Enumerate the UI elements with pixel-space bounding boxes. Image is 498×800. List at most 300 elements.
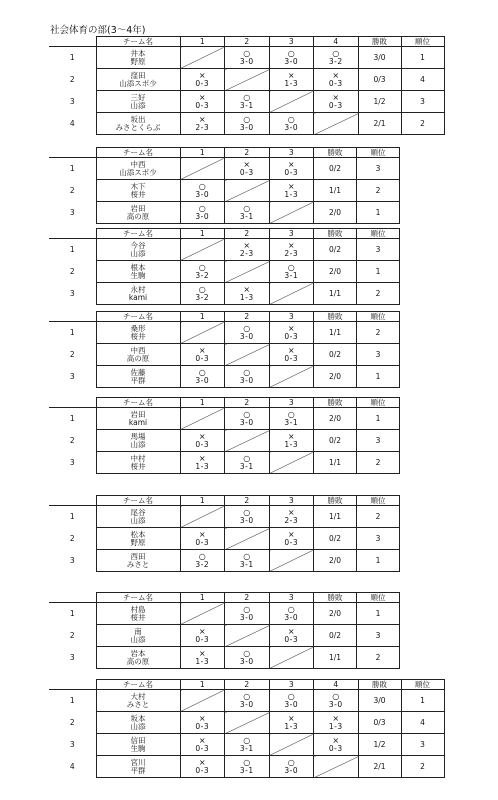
match-result-cell: [269, 690, 314, 712]
self-match-diagonal: [269, 366, 314, 388]
win-loss-record: 1/2: [358, 734, 401, 756]
header-opponent: 3: [269, 680, 314, 690]
self-match-diagonal: [180, 506, 225, 528]
seed-number: 4: [49, 113, 96, 135]
table-row: [49, 408, 400, 430]
win-mark: ○: [243, 410, 251, 419]
table-row: [49, 452, 400, 474]
header-rank: 順位: [357, 398, 400, 408]
loss-mark: ×: [198, 530, 206, 539]
match-score: 2-3: [239, 249, 254, 258]
table-row: [49, 712, 444, 734]
seed-number: 1: [49, 506, 96, 528]
header-opponent: 2: [225, 229, 270, 239]
match-result-cell: [180, 647, 225, 669]
player-name: 信田: [130, 735, 146, 745]
match-score: 1-3: [284, 722, 299, 731]
match-result-cell: [225, 603, 270, 625]
final-rank: 3: [357, 430, 400, 452]
player-name: 馬場: [130, 431, 146, 441]
match-score: 3-0: [284, 766, 299, 775]
league-table: [49, 495, 400, 572]
match-result-cell: [180, 69, 225, 91]
match-result-cell: [269, 408, 314, 430]
match-result-cell: [225, 690, 270, 712]
match-result-cell: [180, 528, 225, 550]
player-name: 中西: [130, 159, 146, 169]
player-name: 平群: [130, 375, 146, 385]
table-row: [49, 647, 400, 669]
win-mark: ○: [287, 115, 295, 124]
player-name: 平群: [130, 765, 146, 775]
win-mark: ○: [287, 410, 295, 419]
seed-number: 2: [49, 180, 96, 202]
match-score: 3-1: [239, 560, 254, 569]
self-match-diagonal: [225, 712, 270, 734]
match-score: 0-3: [284, 354, 299, 363]
player-name: 佐藤: [130, 367, 146, 377]
league-table: [49, 592, 400, 669]
header-team: チーム名: [96, 496, 180, 506]
match-score: 0-3: [195, 635, 210, 644]
match-result-cell: [225, 47, 270, 69]
header-row: [49, 593, 400, 603]
match-score: 0-3: [195, 766, 210, 775]
final-rank: 4: [401, 69, 444, 91]
loss-mark: ×: [198, 649, 206, 658]
team-name-cell: [96, 647, 180, 669]
team-name-cell: [96, 528, 180, 550]
player-name: 桑形: [130, 323, 146, 333]
player-name: kami: [128, 292, 148, 302]
win-loss-record: 2/0: [314, 603, 357, 625]
team-name-cell: [96, 734, 180, 756]
match-score: 2-3: [284, 516, 299, 525]
loss-mark: ×: [287, 714, 295, 723]
match-score: 1-3: [284, 440, 299, 449]
match-score: 3-0: [239, 376, 254, 385]
self-match-diagonal: [269, 734, 314, 756]
win-mark: ○: [243, 736, 251, 745]
header-opponent: 2: [225, 398, 270, 408]
win-loss-record: 1/1: [314, 506, 357, 528]
self-match-diagonal: [269, 647, 314, 669]
header-team: チーム名: [96, 229, 180, 239]
table-row: [49, 261, 400, 283]
header-record: 勝敗: [358, 680, 401, 690]
match-result-cell: [225, 322, 270, 344]
header-record: 勝敗: [358, 37, 401, 47]
table-row: [49, 430, 400, 452]
match-result-cell: [225, 506, 270, 528]
seed-number: 3: [49, 734, 96, 756]
team-name-cell: [96, 261, 180, 283]
seed-number: 2: [49, 528, 96, 550]
match-result-cell: [225, 756, 270, 778]
match-score: 0-3: [328, 101, 343, 110]
team-name-cell: [96, 322, 180, 344]
loss-mark: ×: [198, 758, 206, 767]
seed-number: 1: [49, 158, 96, 180]
self-match-diagonal: [314, 756, 359, 778]
header-record: 勝敗: [314, 593, 357, 603]
header-opponent: 2: [225, 496, 270, 506]
player-name: みさと: [126, 699, 150, 709]
team-name-cell: [96, 603, 180, 625]
loss-mark: ×: [198, 115, 206, 124]
player-name: 野原: [130, 56, 146, 66]
loss-mark: ×: [198, 454, 206, 463]
seed-number: 1: [49, 239, 96, 261]
win-mark: ○: [287, 605, 295, 614]
match-result-cell: [180, 712, 225, 734]
match-score: 0-3: [284, 635, 299, 644]
final-rank: 2: [357, 647, 400, 669]
league-table: [49, 311, 400, 388]
header-record: 勝敗: [314, 229, 357, 239]
match-result-cell: [269, 430, 314, 452]
player-name: 坂本: [130, 713, 146, 723]
match-result-cell: [269, 756, 314, 778]
player-name: 大村: [130, 691, 146, 701]
loss-mark: ×: [287, 432, 295, 441]
win-loss-record: 3/0: [358, 690, 401, 712]
player-name: 坂出: [130, 114, 146, 124]
win-loss-record: 0/3: [358, 69, 401, 91]
match-result-cell: [180, 91, 225, 113]
win-mark: ○: [243, 605, 251, 614]
player-name: 山添: [130, 248, 146, 258]
player-name: 岩田: [130, 203, 146, 213]
final-rank: 1: [357, 261, 400, 283]
header-rank: 順位: [401, 680, 444, 690]
win-loss-record: 0/2: [314, 528, 357, 550]
match-result-cell: [180, 430, 225, 452]
header-team: チーム名: [96, 37, 180, 47]
win-mark: ○: [198, 204, 206, 213]
header-opponent: 2: [225, 593, 270, 603]
header-opponent: 1: [180, 398, 225, 408]
table-row: [49, 202, 400, 224]
match-result-cell: [269, 180, 314, 202]
win-mark: ○: [243, 552, 251, 561]
win-loss-record: 1/1: [314, 452, 357, 474]
match-result-cell: [180, 366, 225, 388]
player-name: 山添スポ少: [119, 78, 157, 88]
header-opponent: 2: [225, 148, 270, 158]
match-result-cell: [180, 180, 225, 202]
win-loss-record: 0/3: [358, 712, 401, 734]
player-name: 根本: [130, 262, 146, 272]
header-opponent: 3: [269, 593, 314, 603]
final-rank: 1: [357, 202, 400, 224]
header-opponent: 3: [269, 312, 314, 322]
match-result-cell: [269, 712, 314, 734]
header-opponent: 3: [269, 148, 314, 158]
self-match-diagonal: [269, 550, 314, 572]
match-result-cell: [314, 91, 359, 113]
match-score: 3-0: [239, 613, 254, 622]
self-match-diagonal: [225, 430, 270, 452]
seed-number: 1: [49, 47, 96, 69]
header-opponent: 1: [180, 312, 225, 322]
team-name-cell: [96, 366, 180, 388]
player-name: 岩本: [130, 648, 146, 658]
match-score: 3-0: [239, 123, 254, 132]
self-match-diagonal: [269, 283, 314, 305]
self-match-diagonal: [314, 113, 359, 135]
match-score: 0-3: [195, 538, 210, 547]
match-result-cell: [225, 239, 270, 261]
player-name: kami: [128, 417, 148, 427]
team-name-cell: [96, 113, 180, 135]
header-opponent: 2: [225, 680, 270, 690]
league-table: [49, 397, 400, 474]
player-name: 山添: [130, 634, 146, 644]
loss-mark: ×: [198, 71, 206, 80]
match-score: 3-0: [195, 212, 210, 221]
player-name: 野原: [130, 537, 146, 547]
player-name: 高の原: [126, 656, 150, 666]
team-name-cell: [96, 91, 180, 113]
self-match-diagonal: [180, 47, 225, 69]
header-opponent: 3: [269, 229, 314, 239]
seed-number: 1: [49, 690, 96, 712]
match-score: 3-0: [239, 332, 254, 341]
header-record: 勝敗: [314, 312, 357, 322]
seed-number: 2: [49, 712, 96, 734]
match-score: 0-3: [195, 744, 210, 753]
match-score: 0-3: [328, 79, 343, 88]
player-name: 山添: [130, 439, 146, 449]
team-name-cell: [96, 408, 180, 430]
seed-number: 2: [49, 430, 96, 452]
win-mark: ○: [243, 758, 251, 767]
final-rank: 2: [357, 283, 400, 305]
header-opponent: 2: [225, 37, 270, 47]
win-mark: ○: [198, 263, 206, 272]
loss-mark: ×: [198, 714, 206, 723]
league-table: [49, 36, 445, 135]
player-name: 宮川: [130, 757, 146, 767]
win-loss-record: 2/0: [314, 550, 357, 572]
seed-number: 4: [49, 756, 96, 778]
win-mark: ○: [243, 324, 251, 333]
table-row: [49, 283, 400, 305]
win-mark: ○: [287, 758, 295, 767]
player-name: 中村: [130, 453, 146, 463]
win-mark: ○: [198, 182, 206, 191]
league-table: [49, 147, 400, 224]
final-rank: 3: [357, 158, 400, 180]
header-corner: [49, 680, 96, 690]
table-row: [49, 158, 400, 180]
final-rank: 1: [401, 690, 444, 712]
match-score: 2-3: [195, 123, 210, 132]
match-result-cell: [269, 47, 314, 69]
loss-mark: ×: [332, 714, 340, 723]
match-score: 0-3: [284, 168, 299, 177]
match-result-cell: [314, 690, 359, 712]
match-score: 3-0: [195, 190, 210, 199]
match-result-cell: [314, 712, 359, 734]
header-corner: [49, 593, 96, 603]
win-loss-record: 1/1: [314, 180, 357, 202]
header-record: 勝敗: [314, 496, 357, 506]
player-name: 永村: [130, 284, 146, 294]
match-score: 3-2: [195, 271, 210, 280]
final-rank: 3: [357, 239, 400, 261]
header-row: [49, 148, 400, 158]
header-row: [49, 496, 400, 506]
match-score: 3-1: [239, 101, 254, 110]
seed-number: 3: [49, 366, 96, 388]
match-result-cell: [225, 550, 270, 572]
match-score: 0-3: [284, 538, 299, 547]
final-rank: 4: [401, 712, 444, 734]
match-result-cell: [269, 528, 314, 550]
team-name-cell: [96, 283, 180, 305]
header-row: [49, 37, 444, 47]
player-name: 南: [134, 626, 142, 636]
team-name-cell: [96, 344, 180, 366]
win-loss-record: 1/1: [314, 647, 357, 669]
header-opponent: 1: [180, 37, 225, 47]
match-result-cell: [180, 625, 225, 647]
final-rank: 3: [401, 91, 444, 113]
match-score: 3-2: [195, 293, 210, 302]
seed-number: 1: [49, 603, 96, 625]
header-rank: 順位: [357, 312, 400, 322]
seed-number: 3: [49, 647, 96, 669]
final-rank: 3: [357, 344, 400, 366]
table-row: [49, 91, 444, 113]
player-name: 高の原: [126, 353, 150, 363]
match-result-cell: [225, 91, 270, 113]
header-opponent: 4: [314, 680, 359, 690]
table-row: [49, 550, 400, 572]
page-heading: 社会体育の部(3～4年): [50, 25, 146, 36]
match-result-cell: [314, 47, 359, 69]
seed-number: 3: [49, 91, 96, 113]
loss-mark: ×: [332, 93, 340, 102]
header-team: チーム名: [96, 312, 180, 322]
win-mark: ○: [243, 204, 251, 213]
self-match-diagonal: [180, 603, 225, 625]
player-name: 西田: [130, 551, 146, 561]
table-row: [49, 69, 444, 91]
header-opponent: 1: [180, 680, 225, 690]
loss-mark: ×: [243, 285, 251, 294]
table-row: [49, 528, 400, 550]
match-result-cell: [269, 113, 314, 135]
match-score: 3-0: [239, 516, 254, 525]
match-score: 3-2: [328, 57, 343, 66]
match-score: 3-0: [239, 418, 254, 427]
win-mark: ○: [243, 93, 251, 102]
final-rank: 2: [357, 452, 400, 474]
loss-mark: ×: [332, 736, 340, 745]
win-mark: ○: [243, 368, 251, 377]
team-name-cell: [96, 452, 180, 474]
match-score: 3-1: [284, 418, 299, 427]
team-name-cell: [96, 180, 180, 202]
self-match-diagonal: [225, 180, 270, 202]
player-name: みさと: [126, 559, 150, 569]
match-score: 3-0: [284, 57, 299, 66]
match-score: 3-0: [239, 700, 254, 709]
player-name: 生駒: [130, 270, 146, 280]
player-name: 桜井: [130, 189, 146, 199]
team-name-cell: [96, 756, 180, 778]
loss-mark: ×: [287, 346, 295, 355]
player-name: 山添: [130, 721, 146, 731]
header-row: [49, 312, 400, 322]
self-match-diagonal: [180, 239, 225, 261]
match-score: 0-3: [239, 168, 254, 177]
player-name: 尾谷: [130, 507, 146, 517]
loss-mark: ×: [287, 508, 295, 517]
player-name: 桜井: [130, 461, 146, 471]
loss-mark: ×: [198, 432, 206, 441]
match-score: 3-1: [239, 462, 254, 471]
final-rank: 2: [401, 113, 444, 135]
win-loss-record: 2/0: [314, 366, 357, 388]
team-name-cell: [96, 69, 180, 91]
table-row: [49, 47, 444, 69]
final-rank: 1: [357, 408, 400, 430]
header-rank: 順位: [401, 37, 444, 47]
league-table: [49, 679, 445, 778]
team-name-cell: [96, 202, 180, 224]
loss-mark: ×: [287, 241, 295, 250]
loss-mark: ×: [198, 93, 206, 102]
loss-mark: ×: [198, 736, 206, 745]
match-score: 0-3: [195, 79, 210, 88]
match-score: 3-2: [195, 560, 210, 569]
self-match-diagonal: [269, 452, 314, 474]
win-loss-record: 0/2: [314, 158, 357, 180]
header-team: チーム名: [96, 148, 180, 158]
seed-number: 2: [49, 261, 96, 283]
player-name: 今谷: [130, 240, 146, 250]
match-score: 3-1: [239, 212, 254, 221]
match-result-cell: [180, 344, 225, 366]
seed-number: 3: [49, 283, 96, 305]
self-match-diagonal: [180, 322, 225, 344]
player-name: 桜井: [130, 331, 146, 341]
player-name: 桜井: [130, 612, 146, 622]
win-mark: ○: [243, 49, 251, 58]
match-score: 3-0: [284, 613, 299, 622]
match-score: 0-3: [328, 744, 343, 753]
seed-number: 2: [49, 344, 96, 366]
win-loss-record: 2/0: [314, 202, 357, 224]
final-rank: 1: [357, 550, 400, 572]
seed-number: 2: [49, 69, 96, 91]
player-name: 生駒: [130, 743, 146, 753]
table-row: [49, 734, 444, 756]
header-corner: [49, 312, 96, 322]
self-match-diagonal: [225, 344, 270, 366]
header-row: [49, 680, 444, 690]
final-rank: 3: [357, 528, 400, 550]
match-result-cell: [180, 113, 225, 135]
header-opponent: 3: [269, 37, 314, 47]
table-row: [49, 113, 444, 135]
match-score: 2-3: [284, 249, 299, 258]
header-team: チーム名: [96, 680, 180, 690]
